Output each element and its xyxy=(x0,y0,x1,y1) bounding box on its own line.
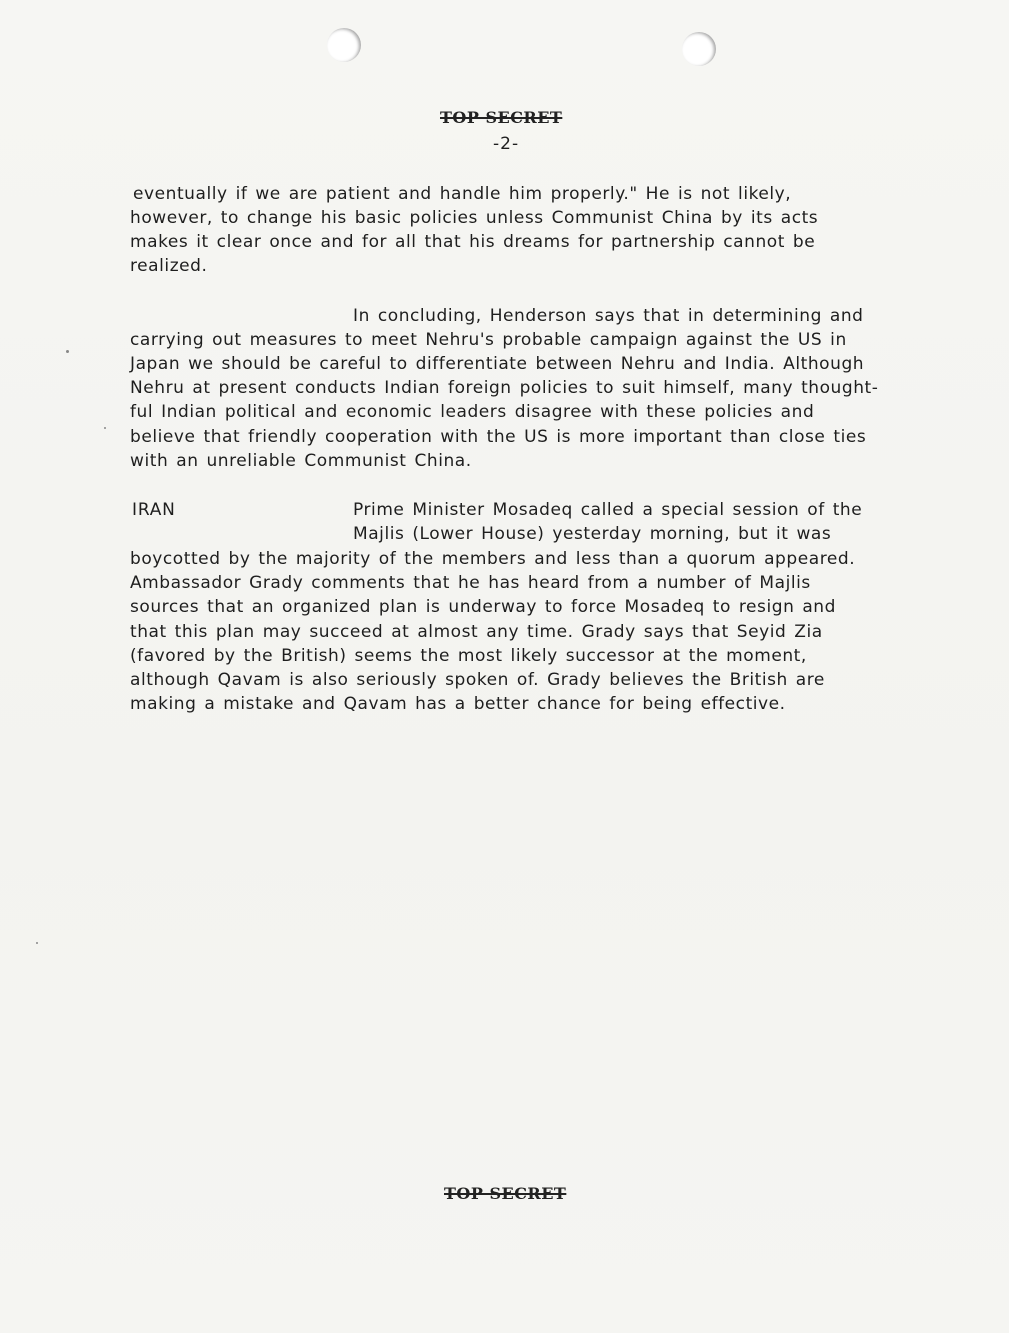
punch-hole-right xyxy=(682,32,716,66)
iran-line: Majlis (Lower House) yesterday morning, but it was xyxy=(353,524,832,544)
header-classification: TOP SECRET xyxy=(440,108,563,127)
page-number: -2- xyxy=(493,134,520,154)
section-heading-iran: IRAN xyxy=(132,500,176,520)
paragraph2-line: Japan we should be careful to differentiate between Nehru and India. Although xyxy=(130,354,865,374)
iran-line: sources that an organized plan is underway to force Mosadeq to resign and xyxy=(130,597,836,617)
paragraph2-line: ful Indian political and economic leaders disagree with these policies and xyxy=(130,402,815,422)
paragraph1-line: makes it clear once and for all that his dreams for partnership cannot be xyxy=(130,232,816,252)
scan-speck xyxy=(36,942,38,944)
iran-line: (favored by the British) seems the most likely successor at the moment, xyxy=(130,646,807,666)
iran-line: that this plan may succeed at almost any time. Grady says that Seyid Zia xyxy=(130,622,823,642)
paragraph2-line: Nehru at present conducts Indian foreign policies to suit himself, many thought- xyxy=(130,378,879,398)
paragraph2-line: carrying out measures to meet Nehru's probable campaign against the US in xyxy=(130,330,847,350)
paragraph1-line: however, to change his basic policies unless Communist China by its acts xyxy=(130,208,819,228)
iran-line: Ambassador Grady comments that he has heard from a number of Majlis xyxy=(130,573,811,593)
scan-speck xyxy=(66,350,69,353)
paragraph2-line: with an unreliable Communist China. xyxy=(130,451,472,471)
punch-hole-left xyxy=(327,28,361,62)
iran-line: making a mistake and Qavam has a better chance for being effective. xyxy=(130,694,786,714)
paragraph2-line: believe that friendly cooperation with the US is more important than close ties xyxy=(130,427,867,447)
footer-classification: TOP SECRET xyxy=(444,1184,567,1203)
paragraph2-line: In concluding, Henderson says that in determining and xyxy=(353,306,864,326)
iran-line: although Qavam is also seriously spoken of. Grady believes the British are xyxy=(130,670,825,690)
paragraph1-line: eventually if we are patient and handle him properly." He is not likely, xyxy=(133,184,792,204)
iran-line: boycotted by the majority of the members and less than a quorum appeared. xyxy=(130,549,856,569)
iran-line: Prime Minister Mosadeq called a special session of the xyxy=(353,500,863,520)
scan-speck xyxy=(104,427,106,429)
paragraph1-line: realized. xyxy=(130,256,208,276)
